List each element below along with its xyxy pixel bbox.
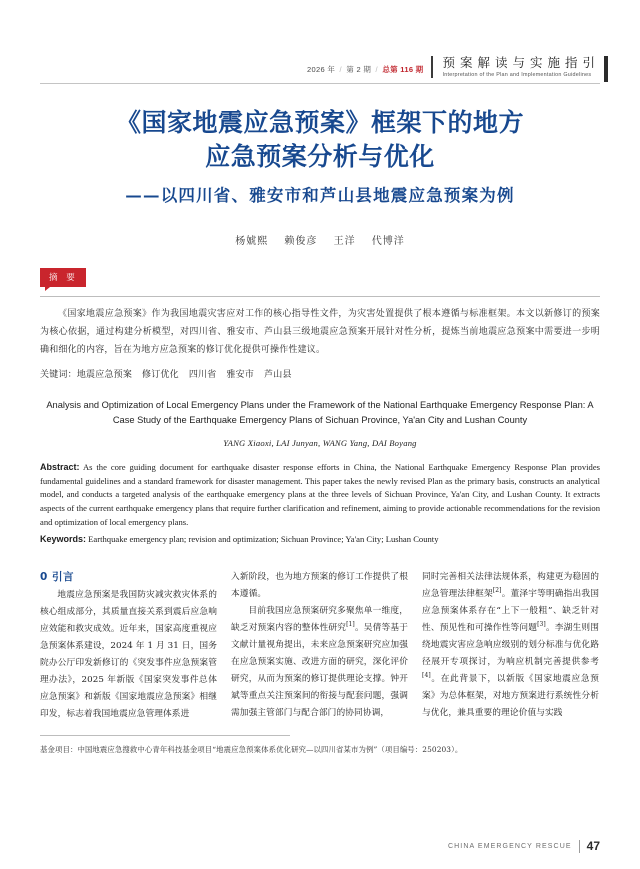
section-header xyxy=(431,56,600,78)
body-paragraph-4-part-b: 。董泽宇等明确指出我国应急预案体系存在“上下一般粗”、缺乏针对性、预见性和可操作性等问题 xyxy=(422,589,599,634)
body-column-1 xyxy=(40,569,217,723)
reference-marker-3: [3] xyxy=(537,621,546,629)
title-en: Analysis and Optimization of Local Emergency Plans under the Framework of the National Earthquake Emergency Response Plan: A Case Study of the Earthquake Emergency Plans of Sichuan Province, Ya'an City and Lushan County xyxy=(46,399,594,425)
section-title-en: Interpretation of the Plan and Implementation Guidelines xyxy=(442,72,592,78)
body-paragraph-4 xyxy=(422,569,599,722)
footnote-divider xyxy=(40,735,290,736)
reference-marker-4: [4] xyxy=(422,672,431,680)
running-head xyxy=(40,0,600,78)
body-paragraph-4-part-a: 同时完善相关法律法规体系，构建更为稳固的应急管理法律框架 xyxy=(422,572,599,600)
keyword-cn-1: 地震应急预案 xyxy=(76,369,133,380)
title-block xyxy=(40,84,600,247)
author-cn-3: 王洋 xyxy=(333,236,356,247)
page-title xyxy=(40,106,600,173)
issue-total: 总第 116 期 xyxy=(382,65,424,74)
body-paragraph-4-part-c: 。李湖生则围绕地震灾害应急响应级别的划分标准与优化路径展开专项探讨，为响应机制完善提供参考 xyxy=(422,623,599,667)
keyword-cn-2: 修订优化 xyxy=(142,369,179,380)
issue-year: 2026 年 xyxy=(307,65,336,74)
keywords-en-block xyxy=(40,532,600,547)
issue-separator-1: / xyxy=(339,65,342,74)
body-paragraph-1: 地震应急预案是我国防灾减灾救灾体系的核心组成部分，其质量直接关系到震后应急响应效能和救灾成效。近年来，国家高度重视应急预案体系建设，2024 年 1 月 31 日，国务院办公厅印发新修订的《突发事件应急预案管理办法》，2025 年新版《国家突发事件总体应急预案》和新版《国家地震应急预案》相继印发，标志着我国地震应急管理体系进 xyxy=(40,590,217,719)
abstract-cn-text: 《国家地震应急预案》作为我国地震灾害应对工作的核心指导性文件，为灾害处置提供了根本遵循与标准框架。本文以新修订的预案为核心依据，通过构建分析模型，对四川省、雅安市、芦山县三级地震应急预案开展针对性分析，提炼当前地震应急预案中需要进一步明确和细化的内容，旨在为地方应急预案的修订优化提供可操作性建议。 xyxy=(40,308,600,355)
keyword-cn-3: 四川省 xyxy=(188,369,217,380)
abstract-en-label: Abstract: xyxy=(40,461,80,472)
reference-marker-2: [2] xyxy=(492,587,502,595)
author-cn-4: 代博洋 xyxy=(371,236,405,247)
issue-separator-2: / xyxy=(375,65,378,74)
keyword-cn-5: 芦山县 xyxy=(264,369,292,380)
page-footer xyxy=(40,839,600,853)
page-number: 47 xyxy=(586,839,600,853)
keyword-cn-4: 雅安市 xyxy=(226,369,255,380)
body-paragraph-3 xyxy=(231,603,408,722)
reference-marker-1: [1] xyxy=(346,621,355,629)
keywords-cn-label: 关键词： xyxy=(40,369,77,380)
abstract-badge: 摘 要 xyxy=(40,268,86,287)
abstract-divider xyxy=(40,296,600,297)
title-cn-line1: 《国家地震应急预案》框架下的地方 xyxy=(115,108,524,137)
authors-cn xyxy=(40,232,600,247)
abstract-en-block xyxy=(40,460,600,531)
section-heading-intro: 0 引言 xyxy=(40,571,74,584)
abstract-en-text: As the core guiding document for earthquake disaster response efforts in China, the National Earthquake Emergency Response Plan provides fundamental guidelines and a standard framework for disaster management. This paper takes the newly revised Plan as the primary basis, constructs an analytical model, and conducts a targeted analysis of the earthquake emergency plans at the three levels of Sichuan Province, Ya'an City, and Lushan County. It extracts aspects of the current earthquake emergency plans that require further clarification and refinement, aiming to provide actionable recommendations for the revision and optimization of local emergency plans. xyxy=(40,461,600,528)
keywords-en-label: Keywords: xyxy=(40,534,87,545)
authors-en: YANG Xiaoxi, LAI Junyan, WANG Yang, DAI Boyang xyxy=(223,437,417,448)
page-subtitle: ——以四川省、雅安市和芦山县地震应急预案为例 xyxy=(125,186,515,205)
author-cn-1: 杨婋熙 xyxy=(235,236,269,247)
footnote-text: 基金项目：中国地震应急搜救中心青年科技基金项目“地震应急预案体系优化研究—以四川省某市为例”（项目编号：250203）。 xyxy=(40,744,463,754)
body-paragraph-4-part-d: 。在此背景下，以新版《国家地震应急预案》为总体框架，对地方预案进行系统性分析与优化，兼具重要的理论价值与实践 xyxy=(422,673,599,718)
author-cn-2: 赖俊彦 xyxy=(284,236,318,247)
header-accent-bar xyxy=(604,56,608,82)
journal-name: CHINA EMERGENCY RESCUE xyxy=(447,842,572,850)
body-column-3 xyxy=(422,569,599,723)
title-cn-line2: 应急预案分析与优化 xyxy=(205,141,435,171)
body-column-2 xyxy=(231,569,408,723)
keywords-en-text: Earthquake emergency plan; revision and optimization; Sichuan Province; Ya'an City; Lushan County xyxy=(88,534,439,545)
section-title-cn: 预案解读与实施指引 xyxy=(442,54,600,70)
issue-info xyxy=(307,64,423,78)
footer-divider xyxy=(579,840,580,853)
keywords-cn xyxy=(40,367,600,380)
body-paragraph-3-part-b: 。吴倩等基于文献计量视角提出，未来应急预案研究应加强在应急预案实施、改进方面的研究，深化评价研究，从而为预案的修订提供理论支撑。钟开斌等重点关注预案间的衔接与配套问题，强调需加强主管部门与配合部门的协同协调， xyxy=(231,623,408,718)
body-paragraph-2: 入新阶段，也为地方预案的修订工作提供了根本遵循。 xyxy=(231,572,408,600)
abstract-cn-block xyxy=(40,267,600,380)
body-columns xyxy=(40,569,600,723)
issue-number: 第 2 期 xyxy=(346,65,372,74)
body-paragraph-3-part-a: 目前我国应急预案研究多聚焦单一维度，缺乏对预案内容的整体性研究 xyxy=(231,606,408,634)
